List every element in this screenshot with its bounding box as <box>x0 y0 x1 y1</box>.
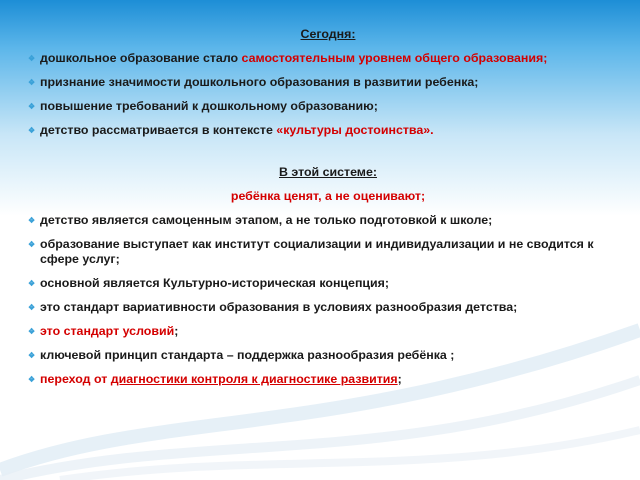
list-item-text: образование выступает как институт социализации и индивидуализации и не сводится к сфере услуг; <box>40 237 594 266</box>
list-item-text: повышение требований к дошкольному образованию; <box>40 99 378 113</box>
list-item <box>28 99 628 114</box>
list-item-text: основной является Культурно-историческая концепция; <box>40 276 390 290</box>
diamond-bullet-icon: ❖ <box>28 102 36 111</box>
diamond-bullet-icon: ❖ <box>28 126 36 135</box>
list-item-text: «культуры достоинства». <box>276 123 434 137</box>
diamond-bullet-icon: ❖ <box>28 327 36 336</box>
heading-today: Сегодня: <box>300 27 356 41</box>
diamond-bullet-icon: ❖ <box>28 279 36 288</box>
diamond-bullet-icon: ❖ <box>28 78 36 87</box>
list-item-text: детство является самоценным этапом, а не только подготовкой к школе; <box>40 213 493 227</box>
slide-content <box>28 27 628 396</box>
list-item-text: диагностики контроля к диагностике развития <box>110 372 398 386</box>
list-item-text: ; <box>397 372 402 386</box>
list-item-text: это стандарт условий <box>40 324 175 338</box>
list-item-text: дошкольное образование стало <box>40 51 242 65</box>
list-item-text: переход от <box>40 372 111 386</box>
subheading-child-valued: ребёнка ценят, а не оценивают; <box>230 189 426 203</box>
list-item-text: детство рассматривается в контексте <box>40 123 277 137</box>
list-item <box>28 372 628 387</box>
list-item-text: ключевой принцип стандарта – поддержка разнообразия ребёнка ; <box>40 348 455 362</box>
list-today <box>28 51 628 138</box>
list-item-text: ; <box>174 324 179 338</box>
diamond-bullet-icon: ❖ <box>28 351 36 360</box>
list-in-this-system <box>28 213 628 387</box>
list-item <box>28 348 628 363</box>
list-item-text: признание значимости дошкольного образования в развитии ребенка; <box>40 75 479 89</box>
diamond-bullet-icon: ❖ <box>28 375 36 384</box>
diamond-bullet-icon: ❖ <box>28 216 36 225</box>
diamond-bullet-icon: ❖ <box>28 240 36 249</box>
list-item <box>28 300 628 315</box>
list-item-text: самостоятельным уровнем общего образования; <box>241 51 548 65</box>
list-item <box>28 213 628 228</box>
list-item <box>28 324 628 339</box>
diamond-bullet-icon: ❖ <box>28 303 36 312</box>
list-item <box>28 51 628 66</box>
diamond-bullet-icon: ❖ <box>28 54 36 63</box>
heading-in-this-system: В этой системе: <box>279 165 377 179</box>
list-item-text: это стандарт вариативности образования в условиях разнообразия детства; <box>40 300 518 314</box>
list-item <box>28 276 628 291</box>
list-item <box>28 123 628 138</box>
list-item <box>28 237 628 267</box>
list-item <box>28 75 628 90</box>
